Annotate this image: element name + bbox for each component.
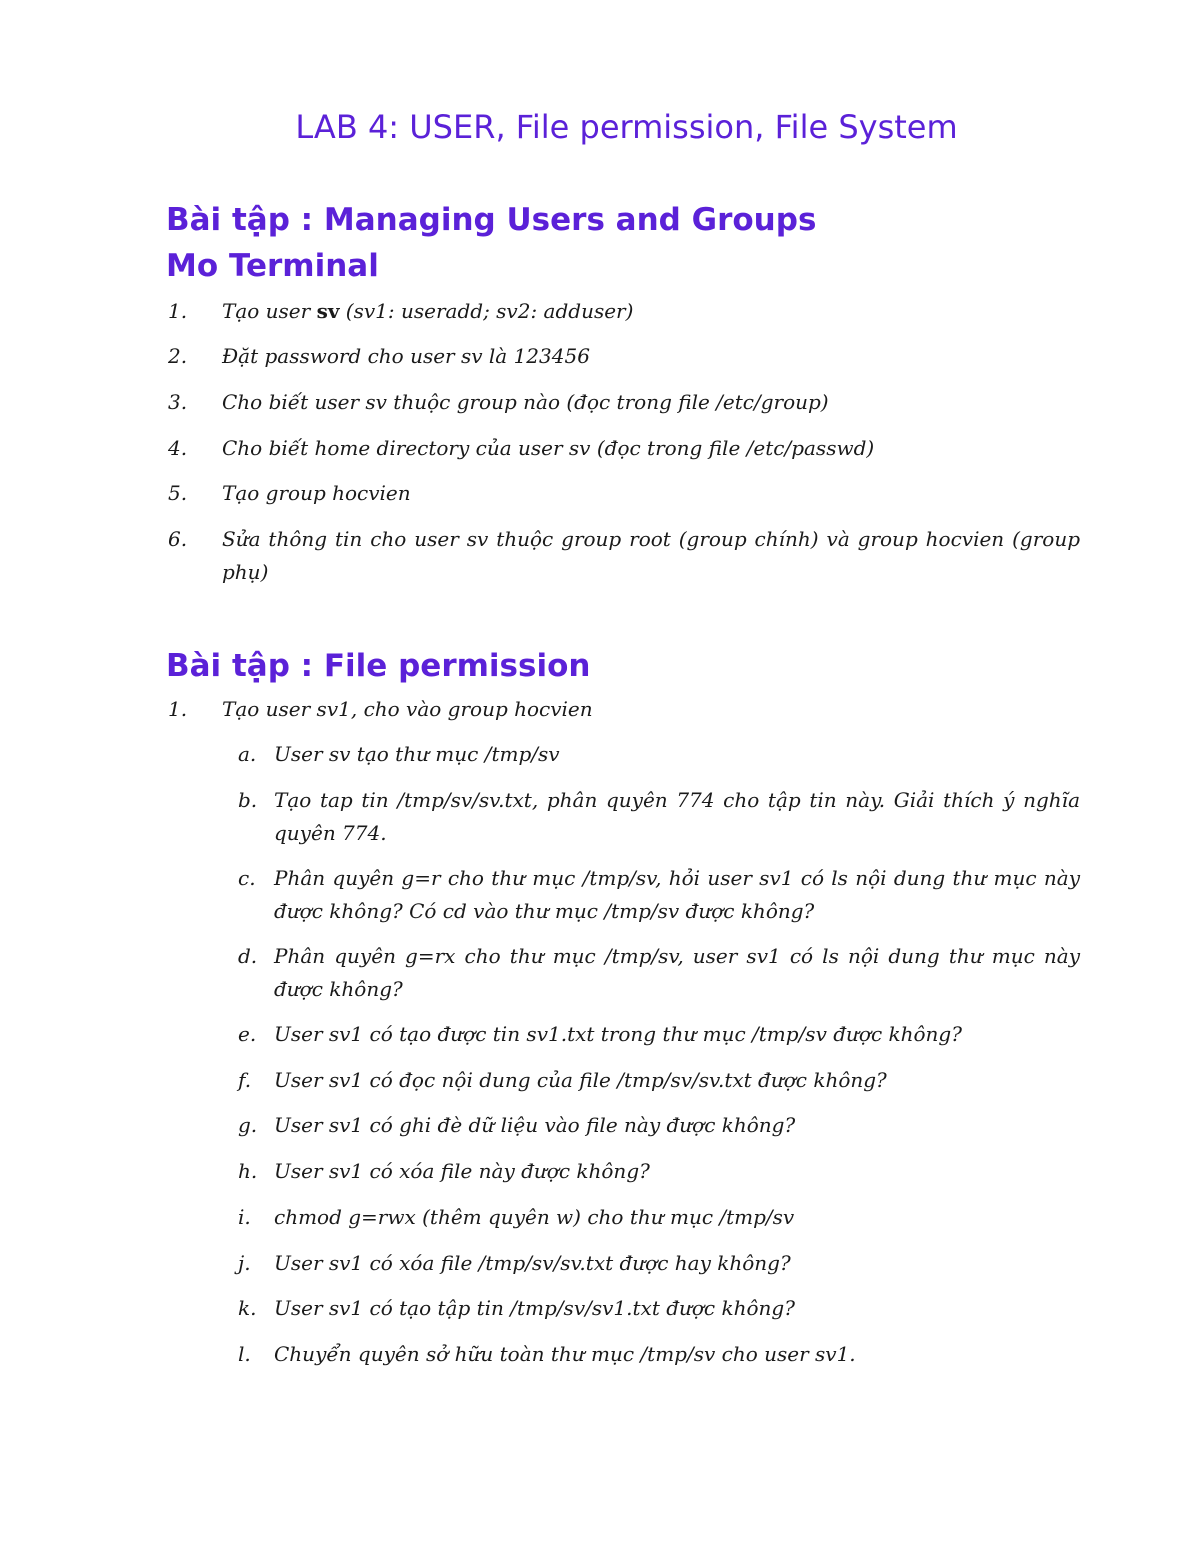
sub-list-letter: l. (238, 1342, 251, 1366)
sub-list-letter: a. (238, 742, 257, 766)
list-number: 2. (168, 344, 188, 368)
sub-list-item-text: Phân quyên g=rx cho thư mục /tmp/sv, user sv1 có ls nội dung thư mục này được không? (274, 944, 1080, 1001)
sub-list-item-text: Tạo tap tin /tmp/sv/sv.txt, phân quyên 774 cho tập tin này. Giải thích ý nghĩa quyên 774. (274, 788, 1080, 845)
section-heading-users-groups: Bài tập : Managing Users and Groups (166, 202, 817, 238)
sub-list-letter: h. (238, 1159, 258, 1183)
sub-list-letter: g. (238, 1113, 258, 1137)
sub-list-letter: i. (238, 1205, 251, 1229)
section-heading-file-permission: Bài tập : File permission (166, 648, 591, 684)
list-number: 5. (168, 481, 188, 505)
list-item-text: Cho biết home directory của user sv (đọc trong file /etc/passwd) (222, 436, 875, 460)
username-bold: sv (316, 299, 340, 323)
sub-list-item-text: Phân quyên g=r cho thư mục /tmp/sv, hỏi user sv1 có ls nội dung thư mục này được không? Có cd vào thư mục /tmp/sv được không? (274, 866, 1080, 923)
sub-list-letter: f. (238, 1068, 252, 1092)
sub-list-item-text: User sv1 có ghi đè dữ liệu vào file này được không? (274, 1113, 796, 1137)
sub-list-item-text: User sv1 có tạo tập tin /tmp/sv/sv1.txt được không? (274, 1296, 795, 1320)
text-segment: (sv1: useradd; sv2: adduser) (339, 299, 634, 323)
document-title: LAB 4: USER, File permission, File System (295, 108, 958, 146)
text-segment: Tạo user (222, 299, 317, 323)
sub-list-letter: j. (238, 1251, 251, 1275)
list-item-text: Tạo group hocvien (222, 481, 411, 505)
list-number: 6. (168, 527, 188, 551)
sub-list-letter: b. (238, 788, 258, 812)
list-item-text (222, 295, 1080, 328)
sub-list-item-text: User sv1 có xóa file /tmp/sv/sv.txt được hay không? (274, 1251, 791, 1275)
sub-list-item-text: User sv1 có đọc nội dung của file /tmp/sv/sv.txt được không? (274, 1068, 887, 1092)
sub-list-letter: e. (238, 1022, 257, 1046)
list-item-text: Cho biết user sv thuộc group nào (đọc trong file /etc/group) (222, 390, 829, 414)
sub-list-item-text: Chuyển quyên sở hữu toàn thư mục /tmp/sv cho user sv1. (274, 1342, 856, 1366)
sub-list-item-text: User sv1 có xóa file này được không? (274, 1159, 650, 1183)
list-item-text: Tạo user sv1, cho vào group hocvien (222, 697, 593, 721)
list-number: 1. (168, 299, 188, 323)
list-item-text: Đặt password cho user sv là 123456 (222, 344, 590, 368)
sub-list-item-text: User sv1 có tạo được tin sv1.txt trong thư mục /tmp/sv được không? (274, 1022, 962, 1046)
list-item-text: Sửa thông tin cho user sv thuộc group root (group chính) và group hocvien (group phụ) (222, 527, 1080, 584)
sub-list-letter: k. (238, 1296, 257, 1320)
list-number: 4. (168, 436, 188, 460)
sub-list-letter: d. (238, 944, 258, 968)
section-subheading-terminal: Mo Terminal (166, 248, 379, 284)
sub-list-item-text: chmod g=rwx (thêm quyên w) cho thư mục /tmp/sv (274, 1205, 795, 1229)
list-number: 3. (168, 390, 188, 414)
list-number: 1. (168, 697, 188, 721)
sub-list-item-text: User sv tạo thư mục /tmp/sv (274, 742, 560, 766)
sub-list-letter: c. (238, 866, 256, 890)
